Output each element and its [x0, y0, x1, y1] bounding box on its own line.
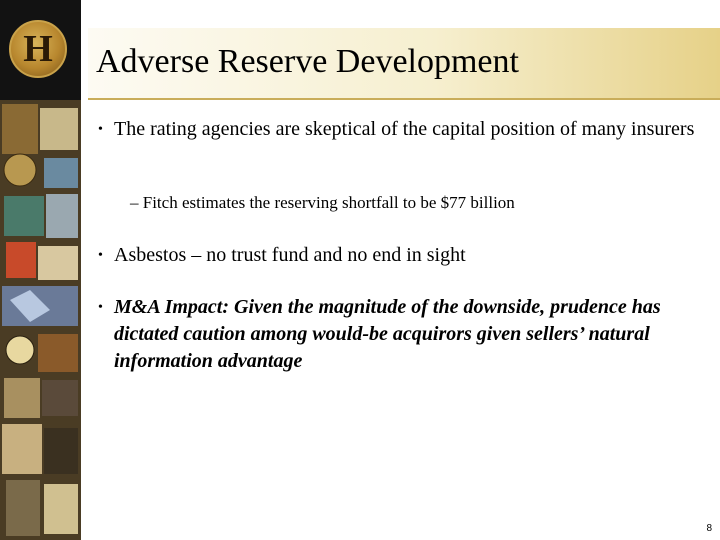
bullet-marker: • [98, 122, 103, 137]
slide-title: Adverse Reserve Development [96, 43, 519, 80]
bullet-text: The rating agencies are skeptical of the capital position of many insurers [114, 118, 695, 140]
bullet-marker: • [98, 300, 103, 315]
logo-emblem-icon [9, 20, 67, 78]
bullet-marker: • [98, 248, 103, 263]
sub-bullet-text: Fitch estimates the reserving shortfall to be $77 billion [142, 193, 515, 212]
bullet-item [98, 116, 698, 143]
page-number: 8 [706, 523, 712, 534]
bullet-text: M&A Impact: Given the magnitude of the downside, prudence has dictated caution among would-be acquirors given sellers’ natural information advantage [114, 296, 661, 372]
bullet-item-emphasis [98, 294, 698, 375]
logo [0, 0, 81, 100]
collage-image [0, 100, 81, 540]
logo-letter: H [23, 28, 53, 70]
sub-bullet-marker: – [130, 193, 139, 212]
decorative-sidebar [0, 0, 81, 540]
bullet-text: Asbestos – no trust fund and no end in sight [114, 244, 466, 266]
title-underline [88, 98, 720, 100]
sub-bullet-item [130, 192, 515, 214]
bullet-item [98, 242, 698, 269]
